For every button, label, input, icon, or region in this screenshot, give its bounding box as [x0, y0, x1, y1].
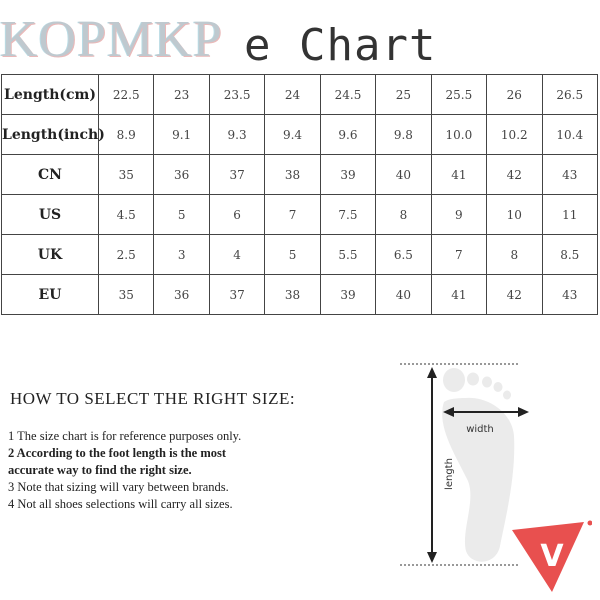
table-cell: 9.6 [320, 115, 375, 155]
table-cell: 5 [154, 195, 209, 235]
row-label: US [2, 195, 99, 235]
table-cell: 9.4 [265, 115, 320, 155]
width-arrow-head-right [518, 407, 529, 417]
table-cell: 8 [487, 235, 542, 275]
page-title: e Chart [244, 20, 437, 71]
table-cell: 23 [154, 75, 209, 115]
table-cell: 35 [99, 155, 154, 195]
table-cell: 2.5 [99, 235, 154, 275]
note-2: 2 According to the foot length is the most [8, 446, 227, 460]
width-label: width [466, 424, 494, 435]
table-cell: 9.3 [209, 115, 264, 155]
row-label: Length(cm) [2, 75, 99, 115]
table-cell: 4 [209, 235, 264, 275]
badge-letter: V [540, 539, 564, 574]
table-cell: 42 [487, 155, 542, 195]
title-area [0, 8, 600, 70]
table-row [2, 75, 598, 115]
table-cell: 7 [265, 195, 320, 235]
table-cell: 39 [320, 155, 375, 195]
table-cell: 41 [431, 155, 486, 195]
table-cell: 10.4 [542, 115, 598, 155]
table-cell: 5.5 [320, 235, 375, 275]
table-cell: 22.5 [99, 75, 154, 115]
table-cell: 26 [487, 75, 542, 115]
row-label: CN [2, 155, 99, 195]
table-cell: 9 [431, 195, 486, 235]
guide-notes [8, 428, 241, 513]
table-cell: 9.1 [154, 115, 209, 155]
length-arrow-head-down [427, 552, 437, 563]
table-cell: 43 [542, 275, 598, 315]
table-cell: 6 [209, 195, 264, 235]
row-label: Length(inch) [2, 115, 99, 155]
table-cell: 6.5 [376, 235, 431, 275]
table-cell: 26.5 [542, 75, 598, 115]
table-cell: 40 [376, 155, 431, 195]
table-cell: 41 [431, 275, 486, 315]
table-row [2, 195, 598, 235]
row-label: UK [2, 235, 99, 275]
note-1: 1 The size chart is for reference purposes only. [8, 429, 242, 443]
table-cell: 9.8 [376, 115, 431, 155]
table-cell: 36 [154, 275, 209, 315]
badge-dot [588, 521, 593, 526]
table-cell: 25 [376, 75, 431, 115]
table-cell: 10.0 [431, 115, 486, 155]
length-label: length [444, 458, 455, 490]
table-row [2, 235, 598, 275]
table-cell: 38 [265, 155, 320, 195]
note-2-cont: accurate way to find the right size. [8, 463, 192, 477]
length-arrow-head-up [427, 367, 437, 378]
table-cell: 35 [99, 275, 154, 315]
table-cell: 36 [154, 155, 209, 195]
table-cell: 24.5 [320, 75, 375, 115]
size-table [1, 74, 598, 315]
table-cell: 10 [487, 195, 542, 235]
table-cell: 3 [154, 235, 209, 275]
note-3: 3 Note that sizing will vary between brands. [8, 480, 229, 494]
table-cell: 5 [265, 235, 320, 275]
table-cell: 24 [265, 75, 320, 115]
table-row [2, 155, 598, 195]
table-cell: 11 [542, 195, 598, 235]
table-cell: 37 [209, 275, 264, 315]
table-cell: 8.9 [99, 115, 154, 155]
table-cell: 39 [320, 275, 375, 315]
guide-title: HOW TO SELECT THE RIGHT SIZE: [10, 389, 296, 408]
table-row [2, 115, 598, 155]
table-cell: 25.5 [431, 75, 486, 115]
table-cell: 37 [209, 155, 264, 195]
brand-watermark: KOPMKP [0, 11, 223, 68]
row-label: EU [2, 275, 99, 315]
table-cell: 23.5 [209, 75, 264, 115]
table-cell: 7.5 [320, 195, 375, 235]
table-cell: 38 [265, 275, 320, 315]
brand-badge [508, 516, 592, 596]
table-cell: 8.5 [542, 235, 598, 275]
table-cell: 40 [376, 275, 431, 315]
table-cell: 43 [542, 155, 598, 195]
table-cell: 7 [431, 235, 486, 275]
table-cell: 4.5 [99, 195, 154, 235]
table-cell: 10.2 [487, 115, 542, 155]
table-cell: 42 [487, 275, 542, 315]
table-row [2, 275, 598, 315]
note-4: 4 Not all shoes selections will carry all sizes. [8, 497, 233, 511]
table-cell: 8 [376, 195, 431, 235]
